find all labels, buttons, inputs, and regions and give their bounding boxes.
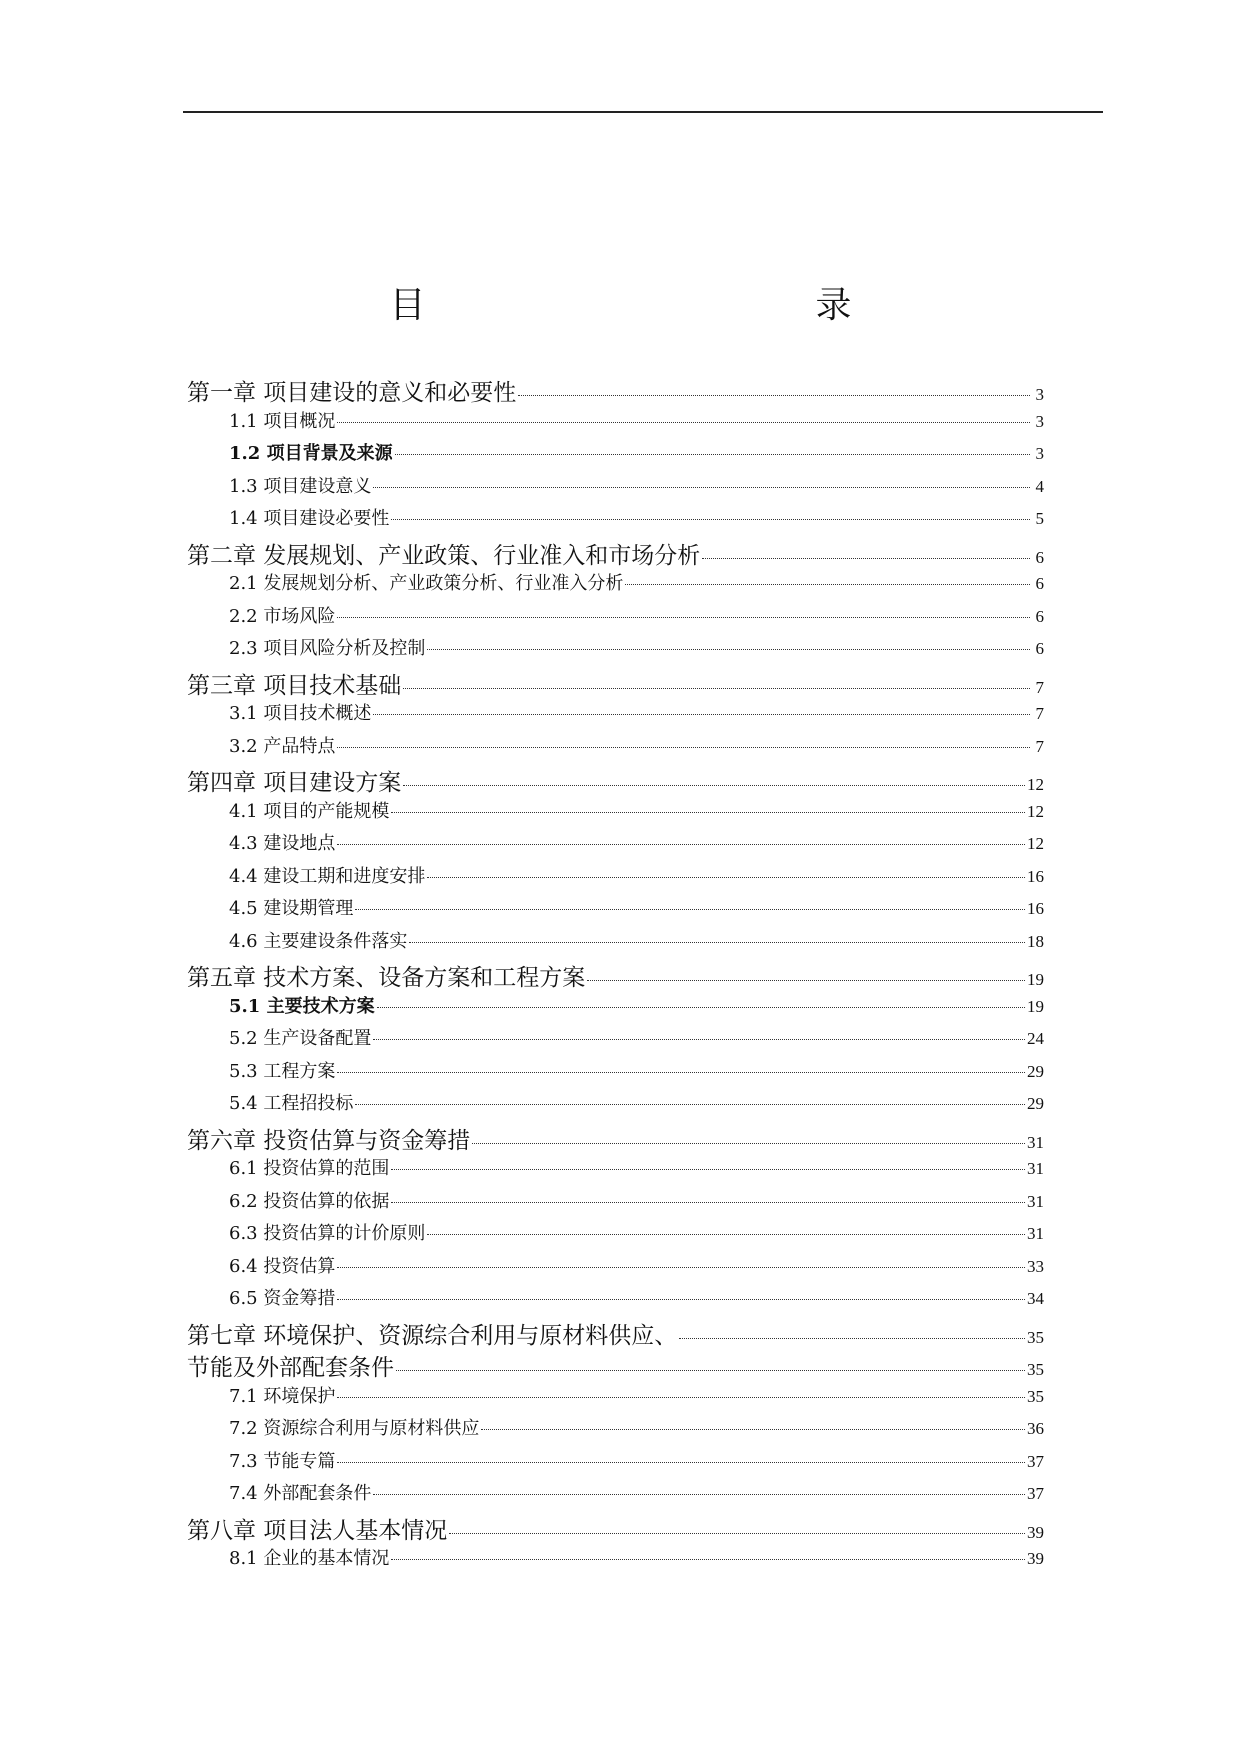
toc-page-number: 16 [1027, 866, 1044, 886]
toc-entry-text: 2.3 项目风险分析及控制 [229, 638, 426, 659]
toc-chapter-entry[interactable] [187, 1317, 1044, 1350]
toc-page-number: 37 [1027, 1451, 1044, 1471]
toc-page-number: 18 [1027, 931, 1044, 951]
dot-leader [395, 454, 1030, 455]
toc-chapter-entry[interactable] [187, 1349, 1044, 1382]
toc-entry-text: 8.1 企业的基本情况 [229, 1548, 390, 1569]
toc-entry-text: 5.1 主要技术方案 [229, 995, 375, 1017]
dot-leader [427, 877, 1025, 878]
dot-leader [337, 1267, 1025, 1268]
toc-page-number: 5 [1035, 509, 1044, 528]
toc-entry-text: 第四章 项目建设方案 [187, 770, 402, 796]
toc-chapter-entry[interactable] [187, 667, 1044, 700]
toc-entry-text: 1.3 项目建设意义 [229, 475, 372, 497]
toc-section-entry[interactable] [187, 1284, 1044, 1317]
dot-leader [702, 558, 1030, 559]
dot-leader [377, 1007, 1025, 1008]
toc-chapter-entry[interactable] [187, 959, 1044, 992]
toc-section-entry[interactable] [187, 1447, 1044, 1480]
dot-leader [679, 1338, 1025, 1339]
dot-leader [518, 395, 1030, 396]
toc-page-number: 35 [1027, 1360, 1044, 1379]
toc-chapter-entry[interactable] [187, 764, 1044, 797]
toc-entry-text: 5.4 工程招投标 [229, 1093, 354, 1114]
dot-leader [403, 785, 1025, 786]
toc-page-number: 31 [1027, 1224, 1044, 1243]
toc-entry-text: 6.1 投资估算的范围 [229, 1158, 390, 1179]
toc-entry-text: 6.3 投资估算的计价原则 [229, 1223, 426, 1244]
toc-section-entry[interactable] [187, 1479, 1044, 1512]
toc-section-entry[interactable] [187, 1154, 1044, 1187]
dot-leader [427, 1234, 1025, 1235]
dot-leader [337, 1299, 1025, 1300]
toc-page-number: 3 [1035, 385, 1044, 404]
toc-entry-text: 5.3 工程方案 [229, 1060, 336, 1082]
toc-page-number: 7 [1035, 704, 1044, 723]
toc-entry-text: 2.2 市场风险 [229, 605, 336, 627]
dot-leader [409, 942, 1025, 943]
table-of-contents [187, 374, 1044, 1577]
toc-page-number: 6 [1035, 639, 1044, 658]
toc-page-number: 29 [1027, 1061, 1044, 1081]
toc-section-entry[interactable] [187, 407, 1044, 440]
toc-entry-text: 1.4 项目建设必要性 [229, 508, 390, 529]
toc-page-number: 19 [1027, 996, 1044, 1016]
toc-chapter-entry[interactable] [187, 1122, 1044, 1155]
dot-leader [391, 1169, 1025, 1170]
toc-section-entry[interactable] [187, 1414, 1044, 1447]
toc-section-entry[interactable] [187, 797, 1044, 830]
dot-leader [396, 1370, 1025, 1371]
dot-leader [337, 1397, 1025, 1398]
toc-page-number: 34 [1027, 1289, 1044, 1308]
page-title: 目 录 [389, 285, 958, 326]
toc-section-entry[interactable] [187, 472, 1044, 505]
dot-leader [337, 422, 1030, 423]
dot-leader [391, 1202, 1025, 1203]
toc-page-number: 12 [1027, 834, 1044, 853]
dot-leader [337, 1072, 1025, 1073]
toc-page-number: 36 [1027, 1419, 1044, 1438]
header-rule [183, 111, 1103, 113]
toc-entry-text: 2.1 发展规划分析、产业政策分析、行业准入分析 [229, 573, 624, 594]
toc-section-entry[interactable] [187, 829, 1044, 862]
dot-leader [391, 1559, 1025, 1560]
toc-entry-text: 7.4 外部配套条件 [229, 1483, 372, 1504]
toc-section-entry[interactable] [187, 732, 1044, 765]
dot-leader [373, 714, 1030, 715]
toc-section-entry[interactable] [187, 1219, 1044, 1252]
toc-page-number: 7 [1035, 677, 1044, 697]
toc-entry-text: 6.5 资金筹措 [229, 1288, 336, 1309]
toc-section-entry[interactable] [187, 862, 1044, 895]
toc-entry-text: 6.2 投资估算的依据 [229, 1190, 390, 1212]
toc-entry-text: 第八章 项目法人基本情况 [187, 1517, 448, 1544]
toc-entry-text: 1.2 项目背景及来源 [229, 443, 393, 464]
toc-page-number: 6 [1035, 574, 1044, 593]
dot-leader [337, 747, 1030, 748]
toc-page-number: 19 [1027, 970, 1044, 989]
toc-section-entry[interactable] [187, 927, 1044, 960]
dot-leader [587, 980, 1025, 981]
toc-section-entry[interactable] [187, 1252, 1044, 1285]
toc-section-entry[interactable] [187, 602, 1044, 635]
dot-leader [481, 1429, 1025, 1430]
toc-chapter-entry[interactable] [187, 374, 1044, 407]
toc-entry-text: 3.2 产品特点 [229, 735, 336, 757]
dot-leader [427, 649, 1030, 650]
toc-section-entry[interactable] [187, 1187, 1044, 1220]
toc-entry-text: 第六章 投资估算与资金筹措 [187, 1127, 471, 1154]
toc-section-entry[interactable] [187, 1382, 1044, 1415]
toc-entry-text: 第二章 发展规划、产业政策、行业准入和市场分析 [187, 542, 701, 569]
toc-entry-text: 3.1 项目技术概述 [229, 703, 372, 724]
toc-section-entry[interactable] [187, 634, 1044, 667]
dot-leader [373, 1494, 1025, 1495]
toc-page-number: 4 [1035, 476, 1044, 496]
toc-section-entry[interactable] [187, 1544, 1044, 1577]
toc-page-number: 31 [1027, 1132, 1044, 1152]
toc-entry-text: 6.4 投资估算 [229, 1255, 336, 1277]
toc-section-entry[interactable] [187, 439, 1044, 472]
toc-section-entry[interactable] [187, 1024, 1044, 1057]
toc-entry-text: 7.1 环境保护 [229, 1385, 336, 1407]
toc-section-entry[interactable] [187, 894, 1044, 927]
toc-entry-text: 4.1 项目的产能规模 [229, 800, 390, 822]
toc-entry-text: 第七章 环境保护、资源综合利用与原材料供应、 [187, 1322, 678, 1349]
toc-page-number: 29 [1027, 1094, 1044, 1113]
toc-page-number: 12 [1027, 775, 1044, 794]
toc-page-number: 12 [1027, 801, 1044, 821]
toc-section-entry[interactable] [187, 1089, 1044, 1122]
toc-page-number: 3 [1035, 444, 1044, 463]
toc-page-number: 6 [1035, 547, 1044, 567]
toc-page-number: 6 [1035, 606, 1044, 626]
toc-page-number: 35 [1027, 1386, 1044, 1406]
toc-entry-text: 5.2 生产设备配置 [229, 1028, 372, 1049]
toc-page-number: 37 [1027, 1484, 1044, 1503]
toc-page-number: 3 [1035, 411, 1044, 431]
toc-section-entry[interactable] [187, 569, 1044, 602]
toc-entry-text: 第三章 项目技术基础 [187, 672, 402, 699]
toc-section-entry[interactable] [187, 699, 1044, 732]
toc-section-entry[interactable] [187, 504, 1044, 537]
toc-page-number: 24 [1027, 1029, 1044, 1048]
toc-entry-text: 4.3 建设地点 [229, 833, 336, 854]
toc-section-entry[interactable] [187, 1057, 1044, 1090]
toc-entry-text: 7.2 资源综合利用与原材料供应 [229, 1418, 480, 1439]
dot-leader [355, 909, 1025, 910]
toc-page-number: 35 [1027, 1327, 1044, 1347]
dot-leader [337, 844, 1025, 845]
dot-leader [355, 1104, 1025, 1105]
toc-page-number: 39 [1027, 1549, 1044, 1568]
toc-section-entry[interactable] [187, 992, 1044, 1025]
toc-page-number: 33 [1027, 1256, 1044, 1276]
toc-entry-text: 7.3 节能专篇 [229, 1450, 336, 1472]
toc-page-number: 39 [1027, 1522, 1044, 1542]
toc-entry-text: 4.6 主要建设条件落实 [229, 930, 408, 952]
dot-leader [403, 688, 1030, 689]
toc-entry-text: 第五章 技术方案、设备方案和工程方案 [187, 965, 586, 991]
toc-page-number: 16 [1027, 899, 1044, 918]
toc-page-number: 31 [1027, 1159, 1044, 1178]
toc-chapter-entry[interactable] [187, 537, 1044, 570]
toc-page-number: 7 [1035, 736, 1044, 756]
dot-leader [391, 812, 1025, 813]
toc-chapter-entry[interactable] [187, 1512, 1044, 1545]
toc-page-number: 31 [1027, 1191, 1044, 1211]
dot-leader [337, 617, 1030, 618]
toc-entry-text: 节能及外部配套条件 [187, 1355, 394, 1381]
toc-entry-text: 4.4 建设工期和进度安排 [229, 865, 426, 887]
dot-leader [373, 487, 1030, 488]
toc-entry-text: 第一章 项目建设的意义和必要性 [187, 380, 517, 406]
toc-entry-text: 4.5 建设期管理 [229, 898, 354, 919]
dot-leader [449, 1533, 1025, 1534]
dot-leader [625, 584, 1030, 585]
dot-leader [472, 1143, 1025, 1144]
dot-leader [373, 1039, 1025, 1040]
dot-leader [391, 519, 1030, 520]
toc-entry-text: 1.1 项目概况 [229, 410, 336, 432]
dot-leader [337, 1462, 1025, 1463]
